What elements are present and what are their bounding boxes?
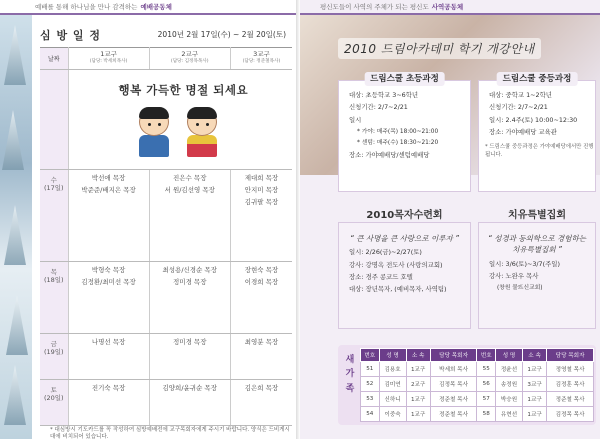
group-2-header: 2교구 (담당: 김정목목사) <box>149 48 230 70</box>
cell-leader: 박형숙 목장 <box>91 266 126 274</box>
retreat-item: 장소: 경주 콩코드 호텔 <box>349 272 413 281</box>
group-3-header: 3교구 (담당: 정준철목사) <box>230 48 292 70</box>
nf-cell: 정윤선 <box>496 362 523 377</box>
retreat-quote: “ 큰 사명을 큰 사랑으로 이루자 ” <box>349 234 459 243</box>
nf-cell: 51 <box>361 362 380 377</box>
retreat-item: 일시: 2/26(금)~2/27(토) <box>349 248 422 257</box>
nf-cell: 1교구 <box>406 407 430 422</box>
nf-header: 성 명 <box>379 349 406 362</box>
nf-cell: 53 <box>361 392 380 407</box>
visit-cell <box>149 170 230 262</box>
nf-cell: 정영철 목사 <box>547 362 594 377</box>
elem-item: * 가야: 매주(목) 18:00~21:00 <box>357 128 439 135</box>
nf-cell: 김정목 목사 <box>430 377 477 392</box>
new-family-section <box>338 345 596 425</box>
cell-leader: 이경희 목장 <box>244 278 279 286</box>
mid-item: 신청기간: 2/7~2/21 <box>489 103 548 112</box>
healing-quote: “ 성경과 동의학으로 경험하는 치유특별집회 ” <box>488 234 586 255</box>
left-header-title: 예배공동체 <box>140 3 172 11</box>
visit-cell <box>230 262 292 334</box>
cell-leader: 정미경 목장 <box>173 338 207 346</box>
girl-illustration <box>187 108 217 157</box>
cell-leader: 안지미 목장 <box>244 186 279 194</box>
nf-header: 번호 <box>361 349 380 362</box>
elem-item: * 센텀: 매주(수) 18:30~21:20 <box>357 140 439 147</box>
right-header <box>300 0 600 15</box>
group-1-header: 1교구 (담당: 박세희목사) <box>68 48 149 70</box>
snow-photo <box>0 15 32 439</box>
nf-cell: 55 <box>477 362 496 377</box>
elem-item: 일시 <box>349 115 362 124</box>
mid-note: * 드림스쿨 중등과정은 가야예배당에서만 진행됩니다. <box>485 144 594 158</box>
right-page <box>300 0 600 439</box>
middle-course-title: 드림스쿨 중등과정 <box>497 72 578 86</box>
nf-header: 번호 <box>477 349 496 362</box>
nf-cell: 1교구 <box>406 392 430 407</box>
nf-header: 담당 목회자 <box>430 349 477 362</box>
cell-leader: 김정환/최미선 목장 <box>81 278 136 286</box>
visit-cell <box>230 334 292 380</box>
nf-cell: 김미연 <box>379 377 406 392</box>
cell-leader: 진기숙 목장 <box>91 384 126 392</box>
nf-cell: 유현선 <box>496 407 523 422</box>
cell-leader: 나명선 목장 <box>91 338 126 346</box>
date-col-header: 날짜 <box>40 48 68 70</box>
retreat-title: 2010목자수련회 <box>366 210 443 221</box>
nf-cell: 박승원 <box>496 392 523 407</box>
healing-item: 강사: 노완우 목사 <box>489 271 539 280</box>
nf-cell: 정준철 목사 <box>430 392 477 407</box>
visit-cell <box>68 262 149 334</box>
nf-cell: 56 <box>477 377 496 392</box>
nf-cell: 김정훈 목사 <box>547 377 594 392</box>
nf-cell: 김용호 <box>379 362 406 377</box>
new-family-label: 새 가 족 <box>345 355 355 394</box>
table-row <box>361 392 594 407</box>
healing-title: 치유특별집회 <box>508 210 566 221</box>
nf-cell: 박세희 목사 <box>430 362 477 377</box>
cell-leader: 최성용/신경순 목장 <box>162 266 217 274</box>
nf-cell: 1교구 <box>523 407 547 422</box>
visit-title-row <box>40 27 290 41</box>
left-header-pre: 예배를 통해 하나님을 만나 감격하는 <box>35 3 138 11</box>
visit-cell <box>68 380 149 426</box>
nf-cell: 1교구 <box>523 392 547 407</box>
cell-leader: 서 원/김선영 목장 <box>164 186 215 194</box>
nf-cell: 정준철 목사 <box>430 407 477 422</box>
nf-header: 담당 목회자 <box>547 349 594 362</box>
cell-leader: 진은수 목장 <box>173 174 207 182</box>
academy-title: 2010 드림아카데미 학기 개강안내 <box>338 38 541 59</box>
nf-cell: 52 <box>361 377 380 392</box>
elem-item: 대상: 초등학교 3~6학년 <box>349 91 419 99</box>
retreat-item: 대상: 장년목자, (예비목자, 사역팀) <box>349 285 447 294</box>
visit-schedule-table <box>40 47 292 426</box>
healing-item: (창원 물뜨신교회) <box>497 285 543 292</box>
nf-cell: 이중숙 <box>379 407 406 422</box>
visit-cell <box>149 334 230 380</box>
elem-item: 장소: 가야예배당/센텀예배당 <box>349 150 430 159</box>
holiday-greeting: 행복 가득한 명절 되세요 <box>118 83 249 97</box>
day-label: 토 (20일) <box>40 380 68 426</box>
right-header-pre: 평신도들이 사역의 주체가 되는 평신도 <box>320 3 429 11</box>
visit-date-range: 2010년 2월 17일(수) ~ 2월 20일(토) <box>157 30 286 39</box>
nf-cell: 정준철 목사 <box>547 392 594 407</box>
nf-cell: 54 <box>361 407 380 422</box>
cell-leader: 정미경 목장 <box>173 278 207 286</box>
nf-cell: 1교구 <box>406 362 430 377</box>
left-header <box>0 0 300 15</box>
visit-title: 심 방 일 정 <box>40 29 101 42</box>
mid-item: 일시: 2.4주(토) 10:00~12:30 <box>489 115 578 124</box>
banner-date-cell <box>40 70 68 170</box>
retreat-box <box>338 210 471 329</box>
healing-item: 일시: 3/6(토)~3/7(주일) <box>489 259 560 268</box>
nf-cell: 신하니 <box>379 392 406 407</box>
visit-note: * 대심방시 기도카드를 꼭 작성하여 심방예배전에 교구목회자에게 주시기 바랍니다. 양식은 드비게시대에 비치되어 있습니다. <box>50 427 290 441</box>
day-label: 금 (19일) <box>40 334 68 380</box>
cell-leader: 김양희/윤귀순 목장 <box>162 384 217 392</box>
nf-cell: 3교구 <box>523 377 547 392</box>
left-page <box>0 0 300 439</box>
visit-cell <box>230 170 292 262</box>
nf-cell: 김정목 목사 <box>547 407 594 422</box>
cell-leader: 최영분 목장 <box>244 338 279 346</box>
mid-item: 장소: 가야예배당 교육관 <box>489 127 557 136</box>
nf-header: 성 명 <box>496 349 523 362</box>
nf-cell: 1교구 <box>523 362 547 377</box>
cell-leader: 박준준/배지은 목장 <box>81 186 136 194</box>
middle-course-box <box>478 74 596 192</box>
retreat-item: 강사: 강명옥 전도사 (사랑의교회) <box>349 260 443 269</box>
visit-cell <box>68 170 149 262</box>
cell-leader: 제대희 목장 <box>244 174 279 182</box>
elementary-course-box <box>338 74 471 192</box>
nf-cell: 57 <box>477 392 496 407</box>
nf-header: 소 속 <box>406 349 430 362</box>
healing-box <box>478 210 596 329</box>
visit-cell <box>68 334 149 380</box>
cell-leader: 박선애 목장 <box>91 174 126 182</box>
table-row <box>361 377 594 392</box>
visit-cell <box>149 262 230 334</box>
day-label: 목 (18일) <box>40 262 68 334</box>
cell-leader: 장현숙 목장 <box>244 266 279 274</box>
day-label: 수 (17일) <box>40 170 68 262</box>
boy-illustration <box>139 108 169 157</box>
nf-header: 소 속 <box>523 349 547 362</box>
visit-cell <box>149 380 230 426</box>
visit-cell <box>230 380 292 426</box>
cell-leader: 김은희 목장 <box>244 384 279 392</box>
mid-item: 대상: 중학교 1~2학년 <box>489 91 552 99</box>
table-row <box>361 407 594 422</box>
nf-cell: 송정원 <box>496 377 523 392</box>
elementary-course-title: 드림스쿨 초등과정 <box>364 72 445 86</box>
right-header-title: 사역공동체 <box>431 3 464 11</box>
nf-cell: 58 <box>477 407 496 422</box>
elem-item: 신청기간: 2/7~2/21 <box>349 103 408 112</box>
nf-cell: 2교구 <box>406 377 430 392</box>
cell-leader: 김귀팔 목장 <box>244 198 279 206</box>
new-family-table <box>360 348 594 422</box>
holiday-banner <box>68 70 292 170</box>
table-row <box>361 362 594 377</box>
